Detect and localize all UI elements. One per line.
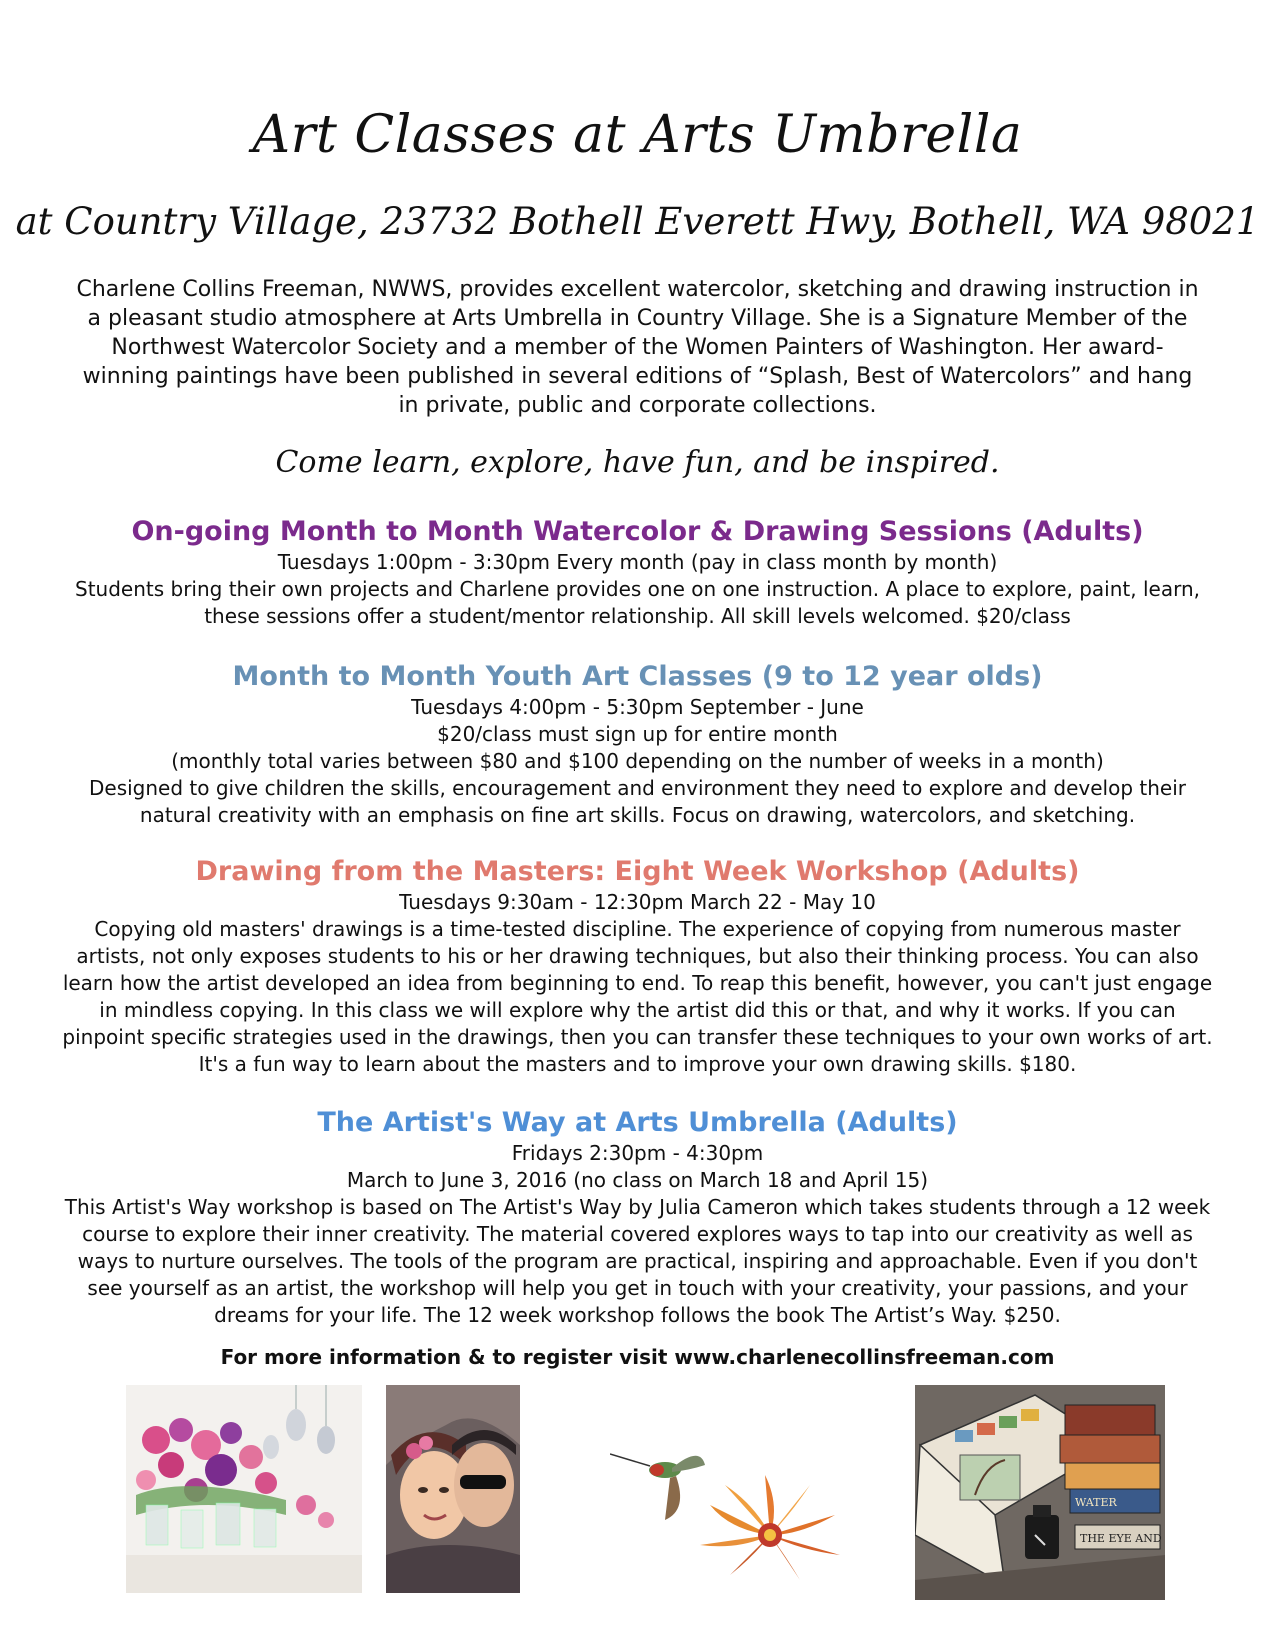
- address-subtitle: at Country Village, 23732 Bothell Everett Hwy, Bothell, WA 98021: [15, 200, 1260, 243]
- book-spine-label-1: WATER: [1075, 1496, 1117, 1509]
- section-description: Designed to give children the skills, encouragement and environment they need to explore and develop their natural creativity with an emphasis on fine art skills. Focus on drawing, watercolors, and sketching.: [88, 776, 1186, 827]
- section-heading: Drawing from the Masters: Eight Week Workshop (Adults): [195, 856, 1080, 887]
- book-spine-label-2: THE EYE AND: [1080, 1532, 1162, 1545]
- dates-line: March to June 3, 2016 (no class on March 18 and April 15): [346, 1168, 929, 1192]
- section-description: Copying old masters' drawings is a time-tested discipline. The experience of copying from numerous master artists, not only exposes students to his or her drawing techniques, but also their thinking process. You can also learn how the artist developed an idea from beginning to end. To reap this benefit, however, you can't just engage in mindless copying. In this class we will explore why the artist did this or that, and why it works. If you can pinpoint specific strategies used in the drawings, then you can transfer these techniques to your own works of art. It's a fun way to learn about the masters and to improve your own drawing skills. $180.: [62, 917, 1213, 1076]
- section-artists-way: [60, 1106, 1215, 1329]
- section-watercolor-sessions: [60, 515, 1215, 630]
- portrait-painting-image: [386, 1385, 520, 1593]
- section-heading: On-going Month to Month Watercolor & Drawing Sessions (Adults): [131, 516, 1144, 547]
- intro-paragraph: Charlene Collins Freeman, NWWS, provides excellent watercolor, sketching and drawing instruction in a pleasant studio atmosphere at Arts Umbrella in Country Village. She is a Signature Member of the Northwest Watercolor Society and a member of the Women Painters of Washington. Her award-winning paintings have been published in several editions of “Splash, Best of Watercolors” and hang in private, public and corporate collections.: [76, 277, 1199, 418]
- registration-cta: For more information & to register visit www.charlenecollinsfreeman.com: [220, 1345, 1055, 1369]
- schedule-line: Tuesdays 4:00pm - 5:30pm September - June: [411, 695, 864, 719]
- section-drawing-masters: [60, 855, 1215, 1078]
- section-heading: Month to Month Youth Art Classes (9 to 12 year olds): [232, 661, 1043, 692]
- section-description: This Artist's Way workshop is based on The Artist's Way by Julia Cameron which takes students through a 12 week course to explore their inner creativity. The material covered explores ways to tap into our creativity as well as ways to nurture ourselves. The tools of the program are practical, inspiring and approachable. Even if you don't see yourself as an artist, the workshop will help you get in touch with your creativity, your passions, and your dreams for your life. The 12 week workshop follows the book The Artist’s Way. $250.: [64, 1195, 1211, 1327]
- price-line: $20/class must sign up for entire month: [437, 722, 838, 746]
- flowers-watercolor-image: [126, 1385, 362, 1593]
- schedule-line: Tuesdays 1:00pm - 3:30pm Every month (pay in class month by month): [277, 550, 998, 574]
- tagline: Come learn, explore, have fun, and be inspired.: [275, 445, 1000, 480]
- price-note-line: (monthly total varies between $80 and $100 depending on the number of weeks in a month): [171, 749, 1104, 773]
- schedule-line: Fridays 2:30pm - 4:30pm: [511, 1141, 764, 1165]
- section-description: Students bring their own projects and Charlene provides one on one instruction. A place to explore, paint, learn, these sessions offer a student/mentor relationship. All skill levels welcomed. $20/class: [75, 577, 1200, 628]
- hummingbird-flower-image: [610, 1440, 850, 1590]
- section-youth-classes: [60, 660, 1215, 829]
- schedule-line: Tuesdays 9:30am - 12:30pm March 22 - May 10: [399, 890, 876, 914]
- section-heading: The Artist's Way at Arts Umbrella (Adults): [317, 1107, 958, 1138]
- sketchbook-books-image: [915, 1385, 1165, 1600]
- page-title: Art Classes at Arts Umbrella: [252, 105, 1023, 165]
